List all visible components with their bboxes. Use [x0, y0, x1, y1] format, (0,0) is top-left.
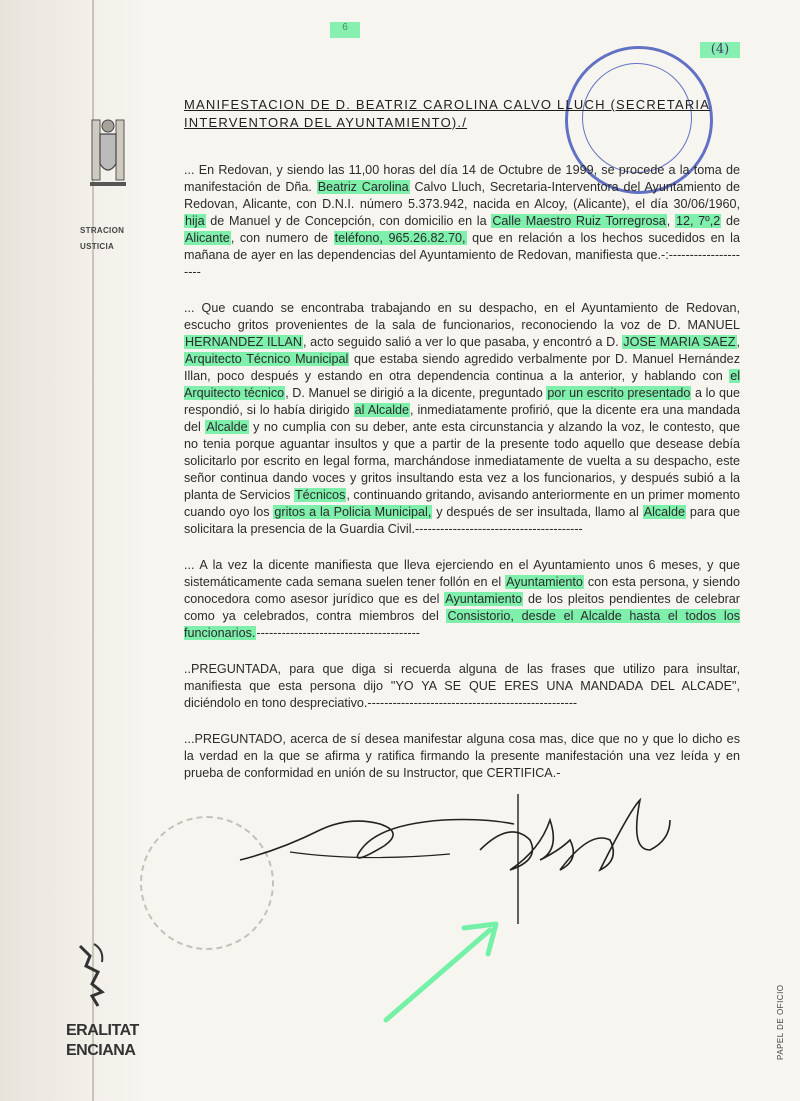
text-segment: que estaba siendo agredido verbalmente por D. Manuel Hernández Illan, poco después y estando en otra dependencia continua a la anterior, y hablando con: [184, 352, 740, 383]
text-segment: , acto seguido salió a ver lo que pasaba, y encontró a D.: [302, 335, 623, 349]
signature-right-icon: [470, 780, 700, 930]
text-segment: ... Que cuando se encontraba trabajando en su despacho, en el Ayuntamiento de Redovan, escucho gritos provenientes de la sala de funcionarios, reconociendo la voz de D. MANUEL: [184, 301, 740, 332]
highlighted-text: Ayuntamiento: [506, 575, 583, 589]
text-segment: ,: [666, 214, 675, 228]
paragraph-3: [184, 557, 740, 642]
paragraph-5: ...PREGUNTADO, acerca de sí desea manifestar alguna cosa mas, dice que no y que lo dicho es la verdad en la que se afirma y ratifica firmando la presente manifestación una vez leída y en prueba de conformidad en unión de su Instructor, que CERTIFICA.-: [184, 732, 740, 780]
highlighted-text: Arquitecto Técnico Municipal: [185, 352, 349, 366]
text-segment: que en relación a los hechos sucedidos en la mañana de ayer en las dependencias del Ayuntamiento de Redovan, manifiesta que.-:---------------------: [184, 231, 740, 279]
highlighted-text: Consistorio, desde el Alcalde hasta el todos los funcionarios.: [184, 609, 740, 640]
text-segment: ,: [736, 335, 740, 349]
coat-of-arms-icon: [88, 112, 128, 210]
highlighted-text: Alicante: [185, 231, 230, 245]
text-segment: con esta persona, y siendo conocedora como asesor jurídico que es del: [184, 575, 740, 606]
folio-top: 6: [330, 22, 360, 38]
highlighted-text: Ayuntamiento: [445, 592, 523, 606]
highlighted-text: hija: [185, 214, 205, 228]
text-segment: y después de ser insultada, llamo al: [432, 505, 643, 519]
papel-de-oficio-label: PAPEL DE OFICIO: [776, 984, 785, 1060]
highlighted-text: Beatriz Carolina: [317, 180, 409, 194]
highlighted-text: Alcalde: [206, 420, 248, 434]
text-segment: de los pleitos pendientes de celebrar como ya celebrados, contra miembros del: [184, 592, 740, 623]
text-segment: ---------------------------------------: [256, 626, 420, 640]
highlighted-text: al Alcalde: [354, 403, 410, 417]
document-body: [184, 96, 740, 801]
paragraph-4: ..PREGUNTADA, para que diga si recuerda alguna de las frases que utilizo para insultar, manifiesta que esta persona dijo "YO YA SE QUE ERES UNA MANDADA DEL ALCADE", diciéndolo en tono despreciativo.--------------------------------------------------: [184, 662, 740, 710]
text-segment: ... En Redovan, y siendo las 11,00 horas del día 14 de Octubre de 1999, se procede a la toma de manifestación de Dña.: [184, 163, 740, 194]
paragraph-2: [184, 300, 740, 538]
text-segment: de: [721, 214, 740, 228]
folio-right: (4): [700, 42, 740, 58]
highlighted-text: Calle Maestro Ruiz Torregrosa: [492, 214, 666, 228]
text-segment: para que solicitara la presencia de la Guardia Civil.----------------------------------------: [184, 505, 740, 536]
generalitat-logo-icon: [72, 940, 112, 1010]
side-label-2: USTICIA: [80, 242, 115, 251]
highlighted-text: por un escrito presentado: [547, 386, 691, 400]
highlighted-text: JOSE MARIA SAEZ: [623, 335, 736, 349]
text-segment: Calvo Lluch, Secretaria-Interventora del Ayuntamiento de Redovan, Alicante, con D.N.I. número 5.373.942, nacida en Alcoy, (Alicante), el día 30/06/1960,: [184, 180, 740, 211]
text-segment: de Manuel y de Concepción, con domicilio en la: [205, 214, 492, 228]
text-segment: y no cumplia con su deber, ante esta circunstancia y alzando la voz, le contesto, que no tenia porque aguantar insultos y que a partir de la presente todo aquello que desease debía solicitarlo por escrito en legal forma, marchándose inmediatamente de vuelta a su despacho, este señor continua dando voces y gritos insultando esta vez a los funcionarios, y después subió a la planta de Servicios: [184, 420, 740, 502]
highlighted-text: teléfono, 965.26.82.70,: [334, 231, 466, 245]
highlighted-text: Alcalde: [643, 505, 685, 519]
generalitat-text-2: ENCIANA: [66, 1042, 136, 1059]
highlighted-text: el Arquitecto técnico: [184, 369, 740, 400]
highlighted-text: gritos a la Policia Municipal,: [274, 505, 432, 519]
text-segment: , continuando gritando, avisando anteriormente en un primer momento cuando oyo los: [184, 488, 740, 519]
highlighted-text: HERNANDEZ ILLAN: [185, 335, 302, 349]
text-segment: a lo que respondió, si lo había dirigido: [184, 386, 740, 417]
generalitat-text-1: ERALITAT: [66, 1022, 139, 1039]
text-segment: , con numero de: [230, 231, 334, 245]
text-segment: , inmediatamente profirió, que la dicente era una mandada del: [184, 403, 740, 434]
document-title: MANIFESTACION DE D. BEATRIZ CAROLINA CALVO LLUCH (SECRETARIA INTERVENTORA DEL AYUNTAMIENTO)./: [184, 97, 711, 130]
text-segment: , D. Manuel se dirigió a la dicente, preguntado: [285, 386, 547, 400]
highlight-arrow-icon: [378, 916, 508, 1026]
highlighted-text: Técnicos: [294, 488, 346, 502]
paragraph-1: [184, 162, 740, 281]
text-segment: ... A la vez la dicente manifiesta que lleva ejerciendo en el Ayuntamiento unos 6 meses, y que sistemáticamente cada semana suelen tener follón en el: [184, 558, 740, 589]
highlighted-text: 12, 7º,2: [675, 214, 721, 228]
side-label-1: STRACION: [80, 226, 125, 235]
